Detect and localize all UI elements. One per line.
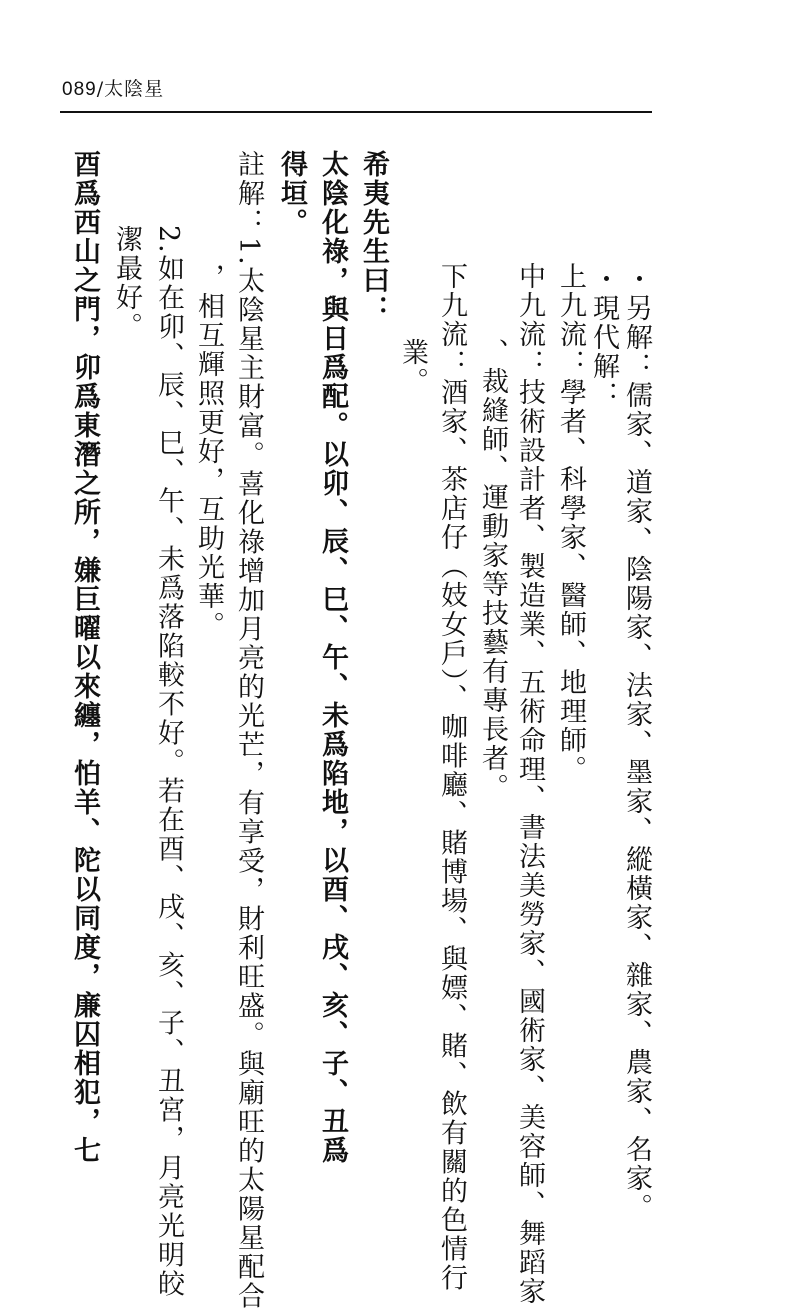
text-column-13: 2.如在卯、辰、巳、午、未爲落陷較不好。若在酉、戌、亥、子、丑宮，月亮光明皎 (153, 225, 184, 1299)
text-column-6: 下九流：酒家、茶店仔（妓女戶）、咖啡廳、賭博場、與嫖、賭、飲有關的色情行 (436, 262, 467, 1293)
text-column-1: ・另解：儒家、道家、陰陽家、法家、墨家、縱橫家、雜家、農家、名家。 (621, 265, 652, 1222)
text-column-2: ・現代解： (588, 265, 619, 410)
chapter-title: 太陰星 (104, 78, 165, 100)
text-column-11: 註解：1.太陰星主財富。喜化祿增加月亮的光芒，有享受，財利旺盛。與廟旺的太陽星配合 (233, 150, 264, 1311)
header-separator: / (96, 78, 105, 100)
text-column-15: 酉爲西山之門，卯爲東潛之所，嫌巨曜以來纏，怕羊、陀以同度，廉囚相犯，七 (69, 150, 100, 1165)
running-header (62, 74, 164, 101)
text-column-14: 潔最好。 (111, 225, 142, 341)
text-column-8: 希夷先生曰： (358, 150, 389, 324)
header-rule (60, 111, 652, 113)
text-column-12: ，相互輝照更好，互助光華。 (193, 263, 224, 640)
text-column-9: 太陰化祿，與日爲配。以卯、辰、巳、午、未爲陷地，以酉、戌、亥、子、丑爲 (317, 150, 348, 1165)
text-column-5: 、裁縫師、運動家等技藝有專長者。 (477, 338, 508, 802)
text-column-10: 得垣。 (276, 150, 307, 237)
text-column-3: 上九流：學者、科學家、醫師、地理師。 (555, 262, 586, 784)
page-number: 089 (62, 79, 97, 100)
text-column-7: 業。 (397, 338, 428, 396)
text-column-4: 中九流：技術設計者、製造業、五術命理、書法美勞家、國術家、美容師、舞蹈家 (514, 262, 545, 1306)
